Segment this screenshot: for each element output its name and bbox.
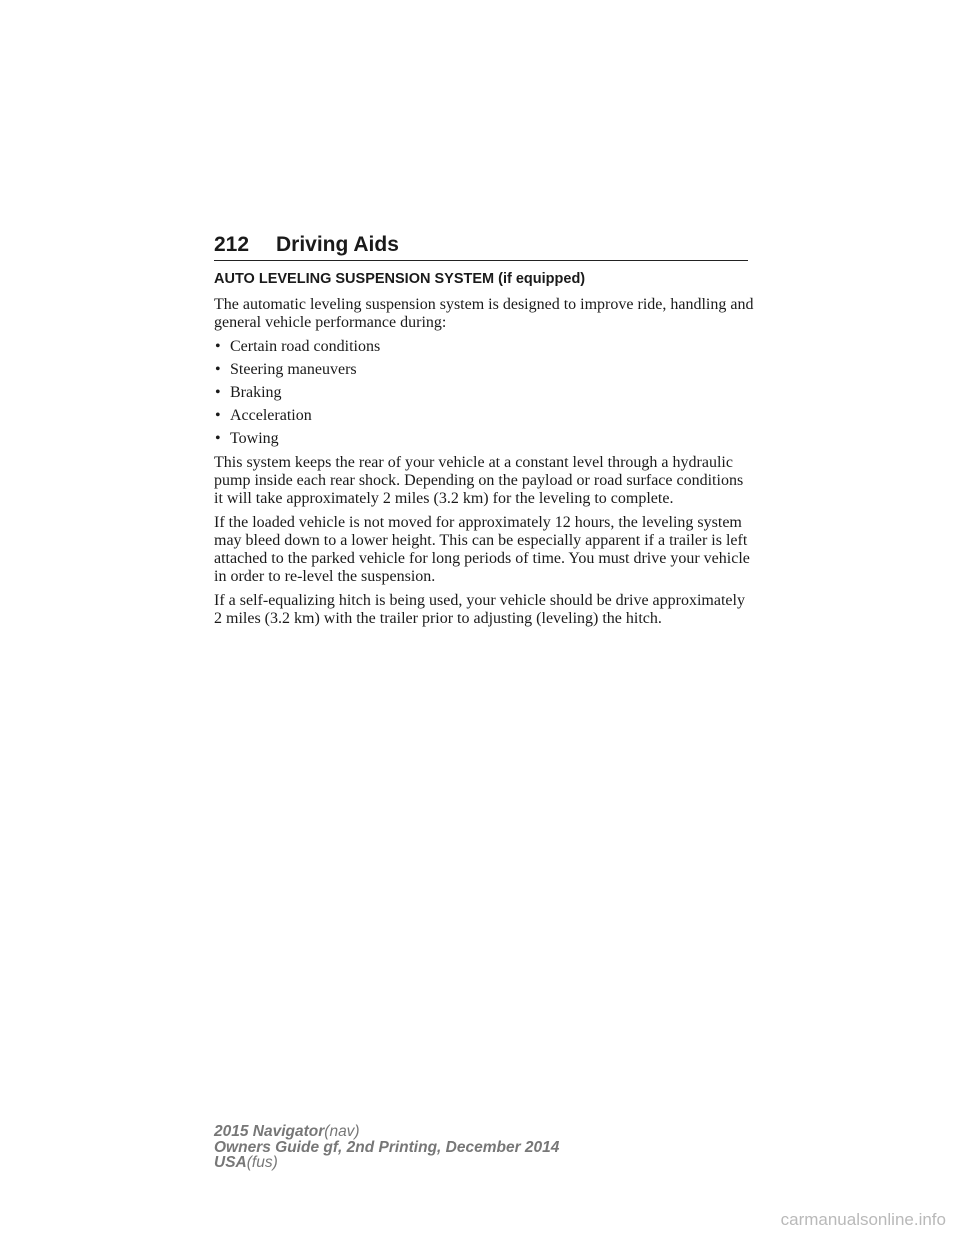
chapter-title: Driving Aids: [276, 233, 399, 256]
body-paragraph: If the loaded vehicle is not moved for approximately 12 hours, the leveling system may bleed down to a lower height. This can be especially apparent if a trailer is left attached to the parked vehicle for long periods of time. You must drive your vehicle in order to re-level the suspension.: [214, 514, 750, 585]
list-item-text: Acceleration: [230, 407, 312, 424]
list-item-text: Braking: [230, 384, 282, 401]
bullet-icon: •: [215, 384, 221, 401]
page-number: 212: [214, 233, 250, 256]
list-item: [214, 384, 754, 402]
footer-market-code: (fus): [246, 1154, 278, 1171]
footer-market: USA: [214, 1154, 247, 1171]
list-item: [214, 361, 754, 379]
intro-paragraph: The automatic leveling suspension system is designed to improve ride, handling and general vehicle performance during:: [214, 296, 754, 331]
list-item: [214, 430, 754, 448]
body-paragraph: If a self-equalizing hitch is being used, your vehicle should be drive approximately 2 miles (3.2 km) with the trailer prior to adjusting (leveling) the hitch.: [214, 592, 745, 627]
list-item: [214, 407, 754, 425]
page-header: [214, 230, 748, 261]
footer-guide-line: Owners Guide gf, 2nd Printing, December 2014: [214, 1138, 560, 1156]
footer-market-line: [214, 1155, 559, 1171]
section-content: [214, 270, 754, 634]
body-paragraph: This system keeps the rear of your vehicle at a constant level through a hydraulic pump inside each rear shock. Depending on the payload or road surface conditions it will take approximately 2 miles (3.2 km) for the leveling to complete.: [214, 454, 744, 507]
section-heading: AUTO LEVELING SUSPENSION SYSTEM (if equipped): [214, 271, 586, 287]
list-item-text: Certain road conditions: [230, 338, 381, 355]
footer-model: 2015 Navigator: [214, 1123, 325, 1140]
footer-model-code: (nav): [324, 1123, 360, 1140]
list-item-text: Towing: [230, 430, 279, 447]
list-item-text: Steering maneuvers: [230, 361, 357, 378]
watermark: carmanualsonline.info: [780, 1210, 946, 1229]
bullet-icon: •: [215, 361, 221, 378]
condition-list: [214, 338, 754, 448]
print-footer: [214, 1124, 559, 1171]
footer-model-line: [214, 1124, 559, 1140]
bullet-icon: •: [215, 338, 221, 355]
list-item: [214, 338, 754, 356]
bullet-icon: •: [215, 407, 221, 424]
bullet-icon: •: [215, 430, 221, 447]
